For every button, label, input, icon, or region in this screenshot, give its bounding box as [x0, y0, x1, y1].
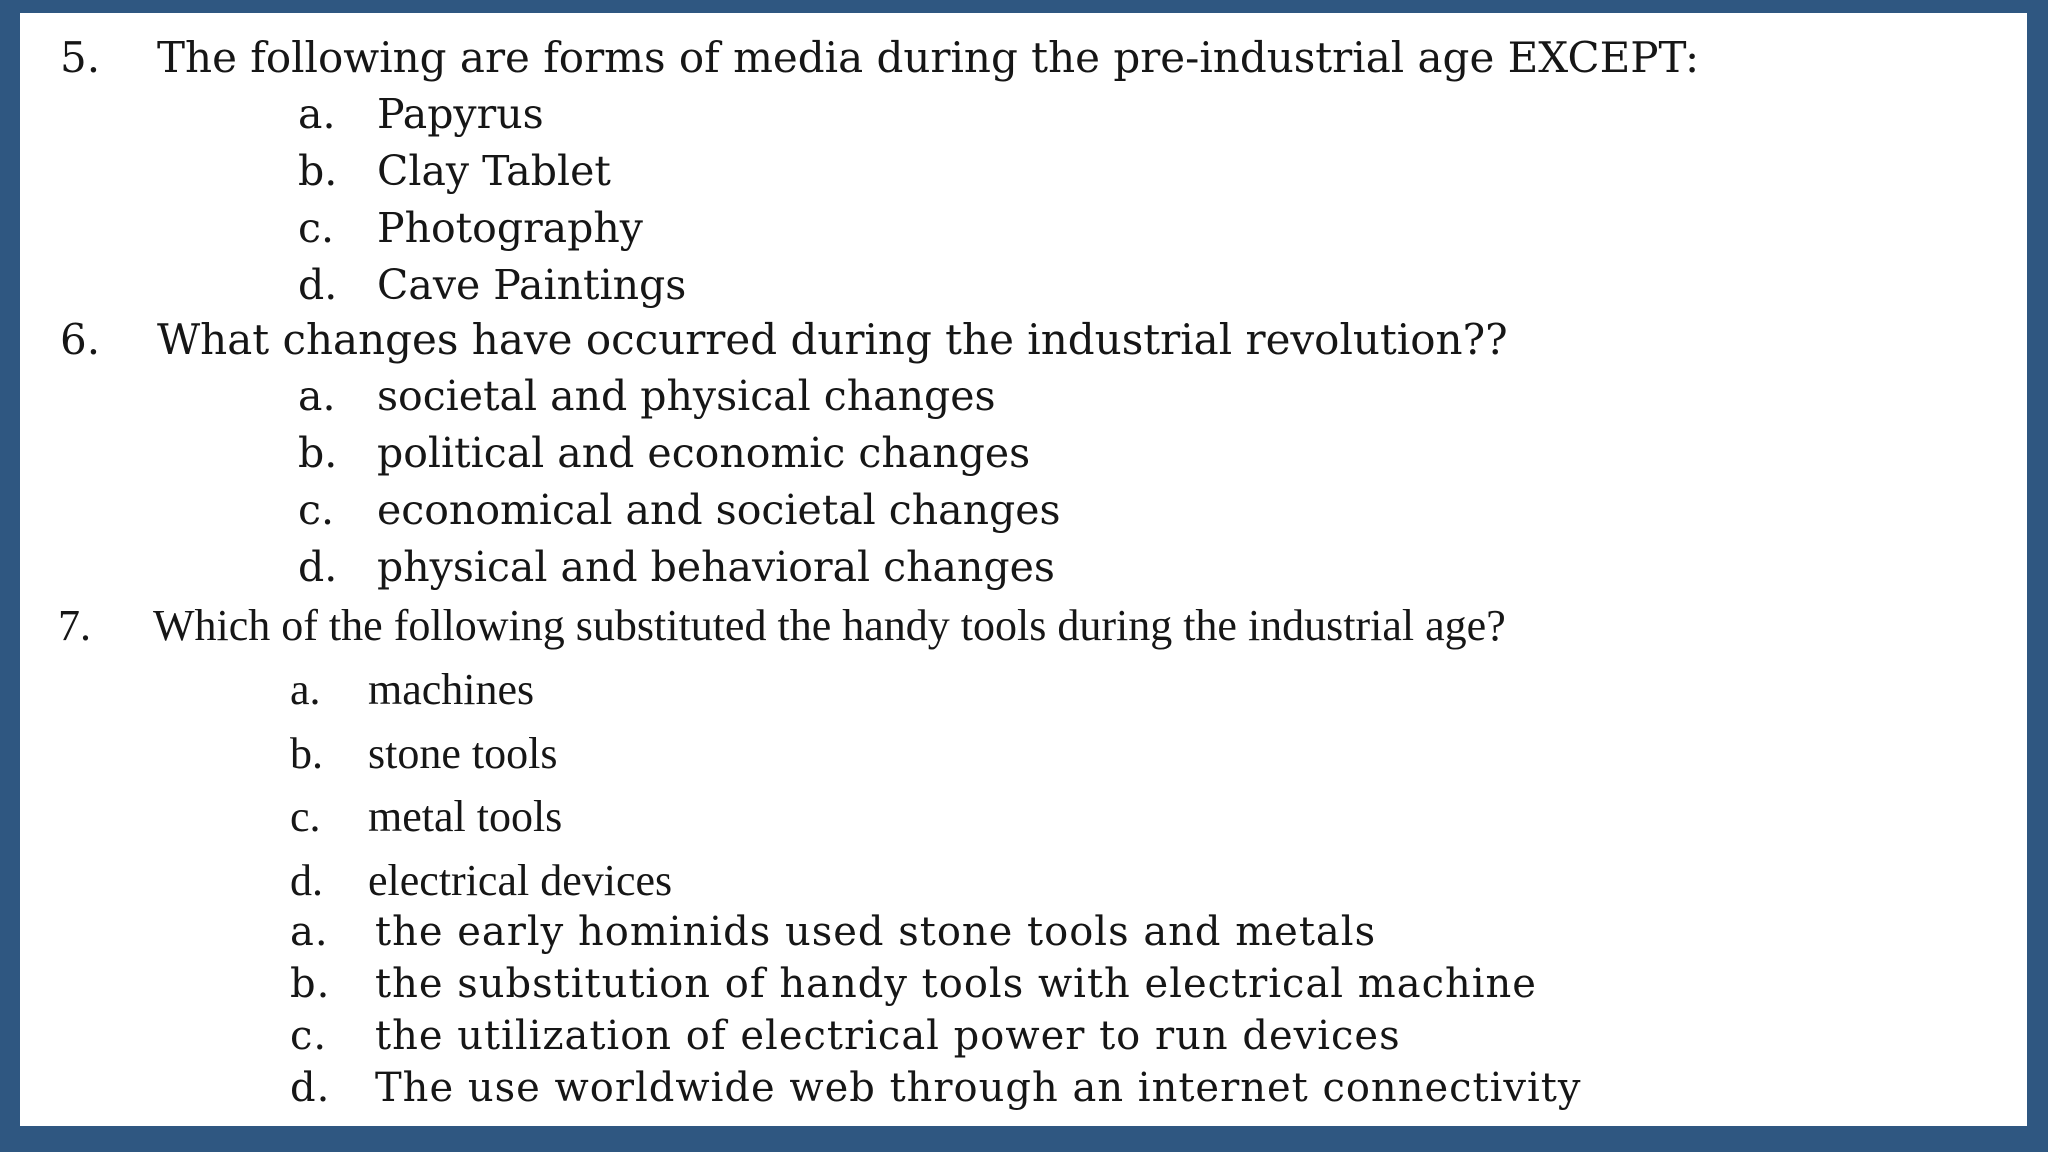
option-text: metal tools [368, 792, 563, 841]
option-text: Papyrus [377, 90, 544, 138]
option-text: physical and behavioral changes [377, 543, 1055, 591]
quiz-sheet [20, 13, 2027, 1126]
option-text: Cave Paintings [377, 261, 687, 309]
option-letter: b. [290, 961, 331, 1007]
option-text: economical and societal changes [377, 486, 1061, 534]
option-text: The use worldwide web through an internet connectivity [375, 1065, 1582, 1111]
option-text: the early hominids used stone tools and metals [375, 909, 1377, 955]
option-text: Photography [377, 204, 643, 252]
question-number: 6. [60, 315, 101, 364]
option-letter: c. [290, 1013, 328, 1059]
question-number: 7. [58, 601, 91, 650]
question-text: The following are forms of media during the pre-industrial age EXCEPT: [157, 33, 1700, 82]
option-text: stone tools [368, 729, 558, 778]
option-letter: c. [298, 486, 334, 534]
option-text: political and economic changes [377, 429, 1031, 477]
option-text: societal and physical changes [377, 372, 996, 420]
option-letter: d. [290, 1065, 331, 1111]
option-text: Clay Tablet [377, 147, 611, 195]
option-text: the utilization of electrical power to run devices [375, 1013, 1401, 1059]
option-letter: a. [298, 90, 336, 138]
question-text: What changes have occurred during the industrial revolution?? [157, 315, 1508, 364]
option-letter: c. [298, 204, 334, 252]
option-letter: d. [298, 261, 338, 309]
option-letter: b. [298, 147, 338, 195]
option-text: electrical devices [368, 856, 673, 905]
option-letter: d. [298, 543, 338, 591]
option-text: machines [368, 665, 535, 714]
option-letter: b. [290, 729, 323, 778]
option-letter: b. [298, 429, 338, 477]
question-number: 5. [60, 33, 101, 82]
option-letter: a. [290, 665, 321, 714]
option-letter: d. [290, 856, 323, 905]
option-letter: a. [290, 909, 329, 955]
option-letter: a. [298, 372, 336, 420]
option-letter: c. [290, 792, 321, 841]
option-text: the substitution of handy tools with electrical machine [375, 961, 1537, 1007]
question-text: Which of the following substituted the handy tools during the industrial age? [153, 601, 1506, 650]
